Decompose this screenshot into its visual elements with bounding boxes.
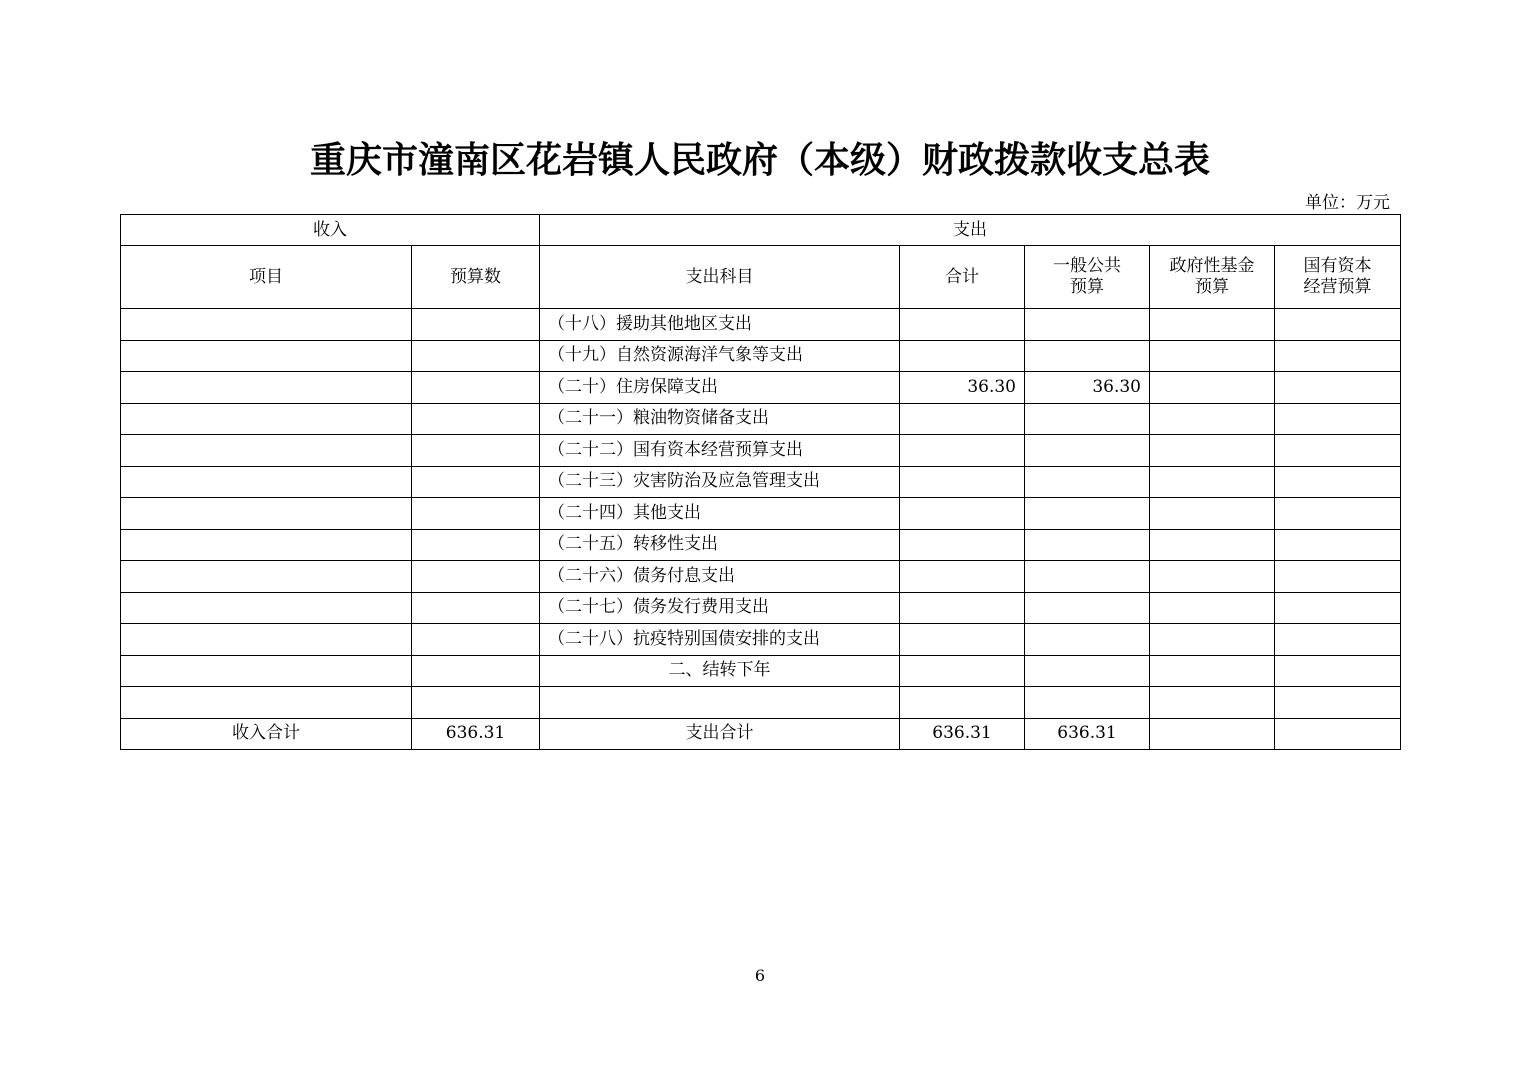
table-row [121, 498, 1401, 530]
header-subject: 支出科目 [540, 246, 900, 309]
gov-fund-cell [1150, 561, 1275, 593]
state-capital-cell [1275, 403, 1401, 435]
table-row [121, 624, 1401, 656]
header-total: 合计 [900, 246, 1025, 309]
state-capital-cell [1275, 687, 1401, 719]
header-item: 项目 [121, 246, 412, 309]
general-cell [1025, 624, 1150, 656]
general-cell [1025, 466, 1150, 498]
total-cell [900, 403, 1025, 435]
state-capital-cell [1275, 529, 1401, 561]
item-cell [121, 687, 412, 719]
gov-fund-cell [1150, 687, 1275, 719]
general-cell [1025, 687, 1150, 719]
budget-cell [412, 340, 540, 372]
item-cell [121, 466, 412, 498]
expense-total-value: 636.31 [900, 718, 1025, 749]
general-cell [1025, 529, 1150, 561]
total-cell: 36.30 [900, 372, 1025, 404]
subject-cell [540, 687, 900, 719]
page-number: 6 [754, 966, 766, 985]
budget-cell [412, 592, 540, 624]
general-cell: 36.30 [1025, 372, 1150, 404]
header-gov-fund-budget [1150, 246, 1275, 309]
item-cell [121, 498, 412, 530]
table-row [121, 340, 1401, 372]
header-general-line2: 预算 [1070, 277, 1104, 297]
gov-fund-cell [1150, 529, 1275, 561]
gov-fund-cell [1150, 340, 1275, 372]
table-row [121, 466, 1401, 498]
subject-cell: （二十三）灾害防治及应急管理支出 [540, 466, 900, 498]
unit-label: 单位：万元 [1305, 193, 1390, 213]
subject-cell: （十八）援助其他地区支出 [540, 309, 900, 341]
general-cell [1025, 561, 1150, 593]
total-cell [900, 529, 1025, 561]
table-row [121, 592, 1401, 624]
total-cell [900, 687, 1025, 719]
gov-fund-cell [1150, 435, 1275, 467]
budget-cell [412, 372, 540, 404]
subject-cell: （二十四）其他支出 [540, 498, 900, 530]
total-cell [900, 340, 1025, 372]
budget-cell [412, 655, 540, 687]
table-row [121, 529, 1401, 561]
header-state-capital-budget [1275, 246, 1401, 309]
item-cell [121, 561, 412, 593]
gov-fund-cell [1150, 466, 1275, 498]
gov-fund-cell [1150, 624, 1275, 656]
total-cell [900, 561, 1025, 593]
state-capital-cell [1275, 624, 1401, 656]
table-row [121, 561, 1401, 593]
table-row [121, 403, 1401, 435]
gov-fund-cell [1150, 403, 1275, 435]
expense-section-header: 支出 [540, 215, 1401, 246]
item-cell [121, 340, 412, 372]
state-capital-cell [1275, 309, 1401, 341]
page-title: 重庆市潼南区花岩镇人民政府（本级）财政拨款收支总表 [309, 139, 1210, 181]
general-cell [1025, 435, 1150, 467]
budget-cell [412, 435, 540, 467]
item-cell [121, 529, 412, 561]
table-row [121, 655, 1401, 687]
total-cell [900, 466, 1025, 498]
item-cell [121, 435, 412, 467]
budget-cell [412, 466, 540, 498]
section-header-row [121, 215, 1401, 246]
subject-cell: 二、结转下年 [540, 655, 900, 687]
header-budget: 预算数 [412, 246, 540, 309]
budget-cell [412, 687, 540, 719]
general-cell [1025, 655, 1150, 687]
subject-cell: （二十五）转移性支出 [540, 529, 900, 561]
gov-fund-cell [1150, 372, 1275, 404]
column-header-row [121, 246, 1401, 309]
total-cell [900, 435, 1025, 467]
gov-fund-cell [1150, 498, 1275, 530]
gov-fund-cell [1150, 309, 1275, 341]
header-state-capital-line2: 经营预算 [1303, 277, 1372, 297]
subject-cell: （十九）自然资源海洋气象等支出 [540, 340, 900, 372]
budget-cell [412, 624, 540, 656]
header-gov-fund-line2: 预算 [1195, 277, 1229, 297]
expense-general-total-value: 636.31 [1025, 718, 1150, 749]
totals-row [121, 718, 1401, 749]
subject-cell: （二十二）国有资本经营预算支出 [540, 435, 900, 467]
item-cell [121, 655, 412, 687]
total-cell [900, 592, 1025, 624]
budget-table [120, 214, 1401, 750]
header-state-capital-line1: 国有资本 [1303, 256, 1372, 276]
budget-cell [412, 529, 540, 561]
item-cell [121, 372, 412, 404]
total-cell [900, 655, 1025, 687]
income-total-value: 636.31 [412, 718, 540, 749]
item-cell [121, 403, 412, 435]
state-capital-cell [1275, 466, 1401, 498]
state-capital-cell [1275, 561, 1401, 593]
subject-cell: （二十六）债务付息支出 [540, 561, 900, 593]
budget-cell [412, 403, 540, 435]
subject-cell: （二十八）抗疫特别国债安排的支出 [540, 624, 900, 656]
table-row [121, 435, 1401, 467]
income-section-header: 收入 [121, 215, 540, 246]
table-row [121, 372, 1401, 404]
expense-total-label: 支出合计 [540, 718, 900, 749]
income-total-label: 收入合计 [121, 718, 412, 749]
state-capital-total-cell [1275, 718, 1401, 749]
total-cell [900, 498, 1025, 530]
gov-fund-total-cell [1150, 718, 1275, 749]
general-cell [1025, 309, 1150, 341]
gov-fund-cell [1150, 655, 1275, 687]
general-cell [1025, 592, 1150, 624]
general-cell [1025, 498, 1150, 530]
general-cell [1025, 340, 1150, 372]
state-capital-cell [1275, 655, 1401, 687]
item-cell [121, 624, 412, 656]
budget-cell [412, 498, 540, 530]
table-row [121, 687, 1401, 719]
total-cell [900, 624, 1025, 656]
state-capital-cell [1275, 340, 1401, 372]
item-cell [121, 592, 412, 624]
item-cell [121, 309, 412, 341]
header-general-budget [1025, 246, 1150, 309]
state-capital-cell [1275, 435, 1401, 467]
subject-cell: （二十一）粮油物资储备支出 [540, 403, 900, 435]
header-general-line1: 一般公共 [1053, 256, 1121, 276]
subject-cell: （二十）住房保障支出 [540, 372, 900, 404]
state-capital-cell [1275, 592, 1401, 624]
gov-fund-cell [1150, 592, 1275, 624]
budget-cell [412, 561, 540, 593]
table-row [121, 309, 1401, 341]
subject-cell: （二十七）债务发行费用支出 [540, 592, 900, 624]
header-gov-fund-line1: 政府性基金 [1169, 256, 1255, 276]
general-cell [1025, 403, 1150, 435]
budget-cell [412, 309, 540, 341]
total-cell [900, 309, 1025, 341]
state-capital-cell [1275, 498, 1401, 530]
state-capital-cell [1275, 372, 1401, 404]
